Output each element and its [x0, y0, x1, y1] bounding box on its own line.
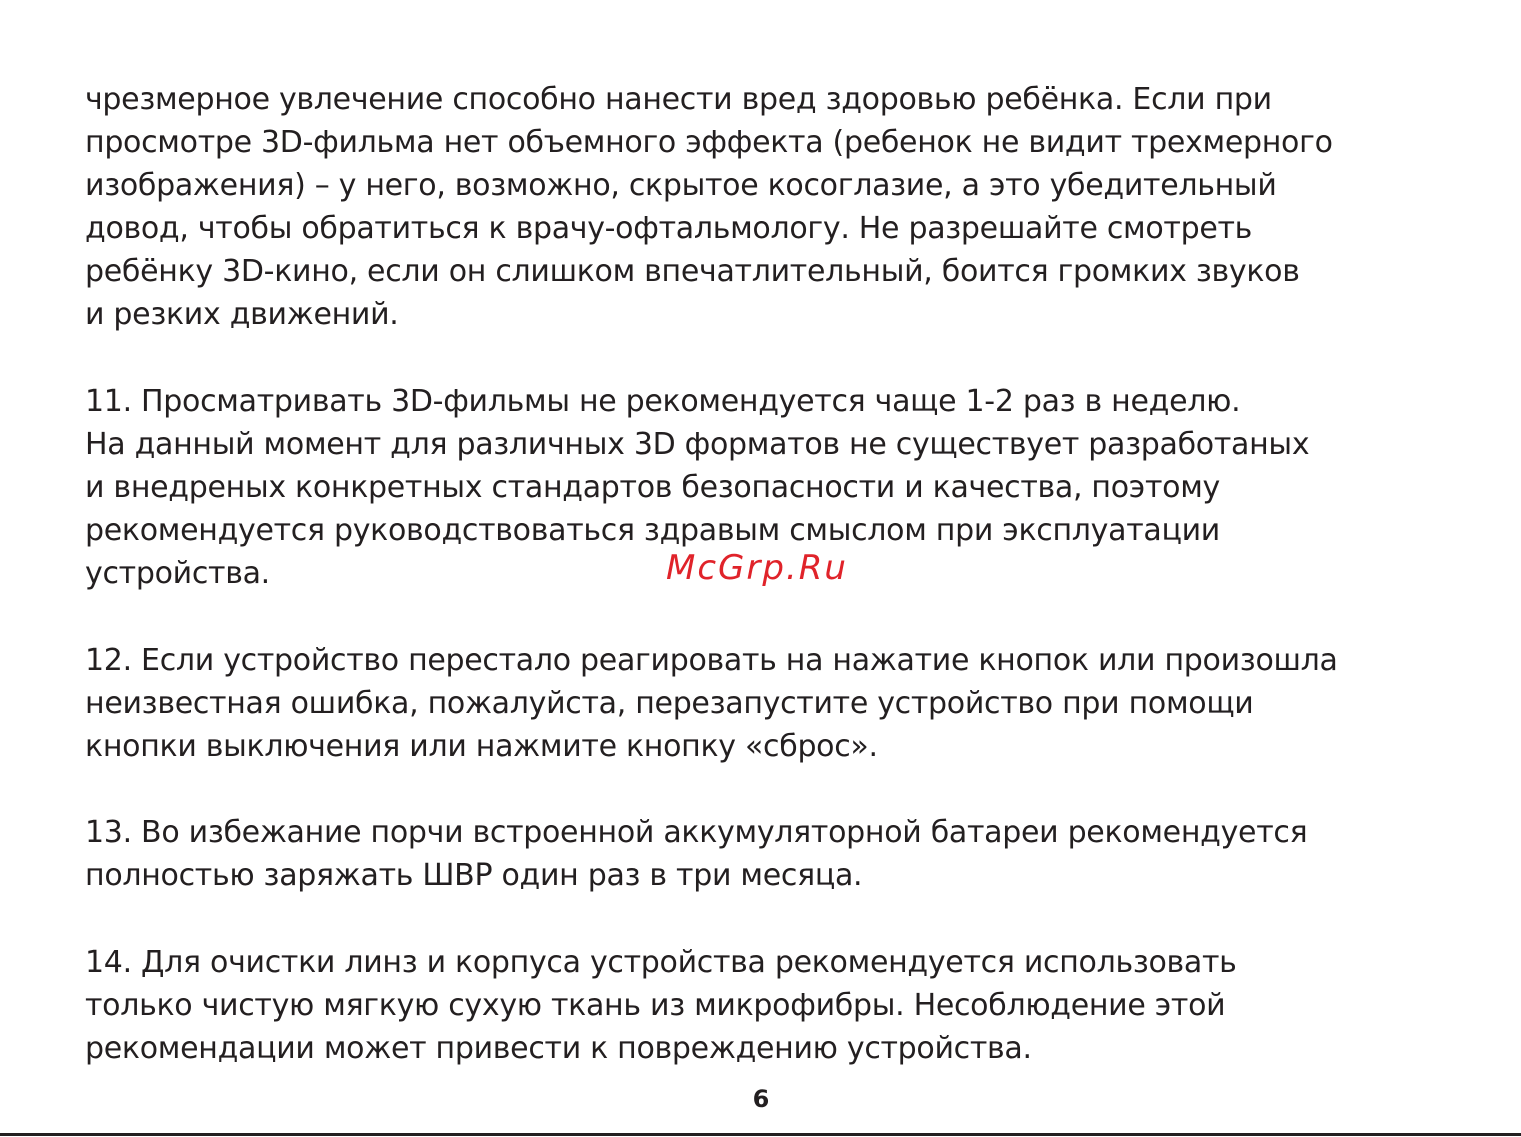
text-line: кнопки выключения или нажмите кнопку «сброс». — [85, 729, 878, 764]
text-line: изображения) – у него, возможно, скрытое косоглазие, а это убедительный — [85, 168, 1277, 203]
text-line: На данный момент для различных 3D форматов не существует разработаных — [85, 427, 1310, 462]
bottom-divider — [0, 1133, 1521, 1136]
text-line: 11. Просматривать 3D-фильмы не рекомендуется чаще 1-2 раз в неделю. — [85, 384, 1241, 419]
text-line: полностью заряжать ШВР один раз в три месяца. — [85, 858, 863, 893]
text-line: просмотре 3D-фильма нет объемного эффекта (ребенок не видит трехмерного — [85, 125, 1333, 160]
text-line: неизвестная ошибка, пожалуйста, перезапустите устройство при помощи — [85, 686, 1254, 721]
text-line: только чистую мягкую сухую ткань из микрофибры. Несоблюдение этой — [85, 988, 1226, 1023]
text-line: устройства. — [85, 556, 270, 591]
paragraph-item-14 — [85, 941, 1485, 1070]
text-line: рекомендации может привести к повреждению устройства. — [85, 1031, 1032, 1066]
text-line: 13. Во избежание порчи встроенной аккумуляторной батареи рекомендуется — [85, 815, 1308, 850]
text-line: и резких движений. — [85, 297, 399, 332]
text-line: 14. Для очистки линз и корпуса устройства рекомендуется использовать — [85, 945, 1237, 980]
paragraph-item-12 — [85, 639, 1485, 768]
watermark: McGrp.Ru — [666, 548, 848, 588]
text-line: рекомендуется руководствоваться здравым смыслом при эксплуатации — [85, 513, 1220, 548]
page-number: 6 — [752, 1085, 770, 1113]
text-line: довод, чтобы обратиться к врачу-офтальмологу. Не разрешайте смотреть — [85, 211, 1253, 246]
text-line: и внедреных конкретных стандартов безопасности и качества, поэтому — [85, 470, 1220, 505]
text-line: ребёнку 3D-кино, если он слишком впечатлительный, боится громких звуков — [85, 254, 1300, 289]
paragraph-intro — [85, 78, 1485, 336]
text-line: 12. Если устройство перестало реагировать на нажатие кнопок или произошла — [85, 643, 1338, 678]
paragraph-item-13 — [85, 811, 1485, 897]
text-line: чрезмерное увлечение способно нанести вред здоровью ребёнка. Если при — [85, 82, 1272, 117]
